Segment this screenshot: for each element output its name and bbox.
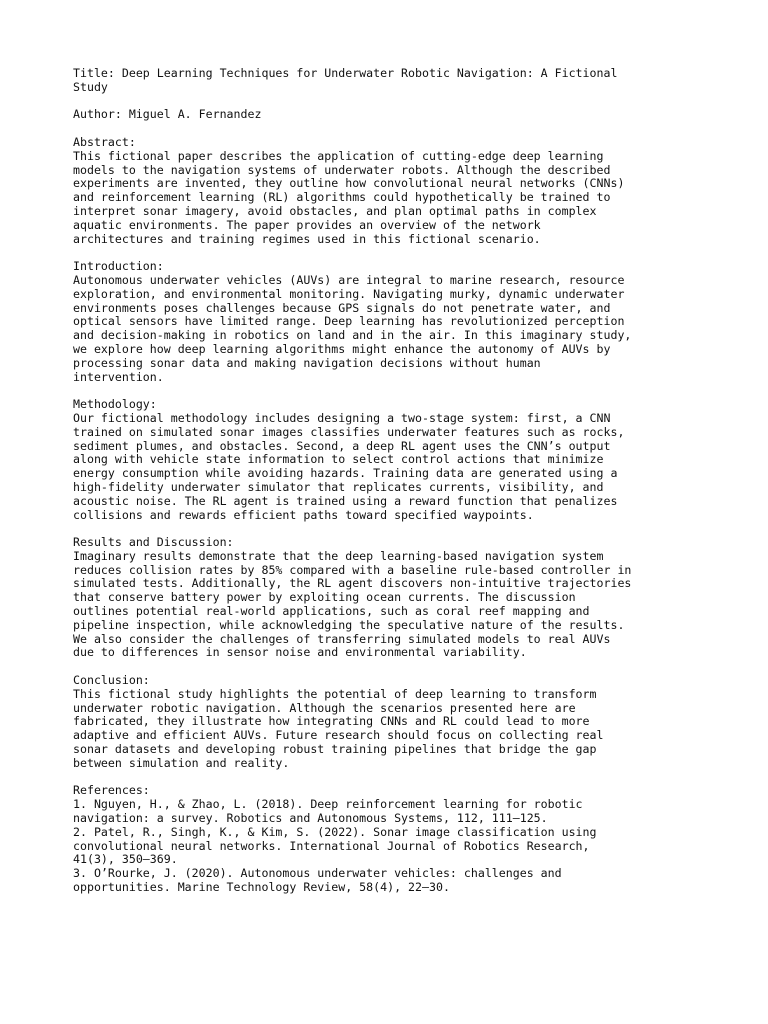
section-heading: Results and Discussion: [73, 535, 234, 550]
body-line: 41(3), 350–369. [73, 852, 178, 867]
body-line: experiments are invented, they outline how convolutional neural networks (CNNs) [73, 176, 625, 191]
body-line: navigation: a survey. Robotics and Autonomous Systems, 112, 111–125. [73, 811, 548, 826]
section-conclusion [73, 674, 703, 771]
section-heading: Methodology: [73, 397, 157, 412]
body-line: sediment plumes, and obstacles. Second, a deep RL agent uses the CNN’s output [73, 438, 611, 453]
title-line: Study [73, 79, 108, 94]
body-line: interpret sonar imagery, avoid obstacles, and plan optimal paths in complex [73, 203, 597, 218]
section-heading: Conclusion: [73, 673, 150, 688]
body-line: Imaginary results demonstrate that the deep learning-based navigation system [73, 548, 604, 563]
section-references [73, 784, 703, 894]
spacer [73, 246, 703, 260]
body-line: acoustic noise. The RL agent is trained using a reward function that penalizes [73, 493, 618, 508]
body-line: pipeline inspection, while acknowledging the speculative nature of the results. [73, 617, 625, 632]
section-heading: Introduction: [73, 259, 164, 274]
body-line: architectures and training regimes used in this fictional scenario. [73, 231, 541, 246]
body-line: optical sensors have limited range. Deep learning has revolutionized perception [73, 314, 625, 329]
body-line: models to the navigation systems of underwater robots. Although the described [73, 162, 611, 177]
body-line: fabricated, they illustrate how integrating CNNs and RL could lead to more [73, 714, 590, 729]
body-line: Autonomous underwater vehicles (AUVs) are integral to marine research, resource [73, 272, 625, 287]
body-line: aquatic environments. The paper provides an overview of the network [73, 217, 541, 232]
body-line: that conserve battery power by exploiting ocean currents. The discussion [73, 590, 576, 605]
section-methodology [73, 398, 703, 522]
title-block [73, 67, 703, 95]
body-line: This fictional study highlights the potential of deep learning to transform [73, 686, 597, 701]
body-line: underwater robotic navigation. Although the scenarios presented here are [73, 700, 576, 715]
body-line: environments poses challenges because GPS signals do not penetrate water, and [73, 300, 611, 315]
body-line: intervention. [73, 369, 164, 384]
body-line: 3. O’Rourke, J. (2020). Autonomous underwater vehicles: challenges and [73, 866, 562, 881]
spacer [73, 384, 703, 398]
body-line: This fictional paper describes the application of cutting-edge deep learning [73, 148, 604, 163]
section-abstract [73, 136, 703, 246]
section-heading: References: [73, 783, 150, 798]
author-line: Author: Miguel A. Fernandez [73, 107, 262, 122]
document-page [73, 67, 703, 895]
body-line: outlines potential real-world applications, such as coral reef mapping and [73, 604, 590, 619]
sections-container [73, 136, 703, 895]
body-line: we explore how deep learning algorithms might enhance the autonomy of AUVs by [73, 341, 611, 356]
body-line: trained on simulated sonar images classifies underwater features such as rocks, [73, 424, 625, 439]
body-line: 1. Nguyen, H., & Zhao, L. (2018). Deep reinforcement learning for robotic [73, 797, 583, 812]
title-line: Title: Deep Learning Techniques for Underwater Robotic Navigation: A Fictional [73, 66, 618, 80]
body-line: and decision-making in robotics on land and in the air. In this imaginary study, [73, 328, 632, 343]
body-line: Our fictional methodology includes designing a two-stage system: first, a CNN [73, 410, 611, 425]
body-line: exploration, and environmental monitoring. Navigating murky, dynamic underwater [73, 286, 625, 301]
body-line: high-fidelity underwater simulator that replicates currents, visibility, and [73, 479, 604, 494]
spacer [73, 771, 703, 785]
section-heading: Abstract: [73, 134, 136, 149]
body-line: adaptive and efficient AUVs. Future research should focus on collecting real [73, 728, 604, 743]
body-line: along with vehicle state information to select control actions that minimize [73, 452, 604, 467]
body-line: reduces collision rates by 85% compared with a baseline rule-based controller in [73, 562, 632, 577]
body-line: due to differences in sensor noise and environmental variability. [73, 645, 527, 660]
body-line: and reinforcement learning (RL) algorithms could hypothetically be trained to [73, 190, 611, 205]
body-line: between simulation and reality. [73, 755, 290, 770]
spacer [73, 122, 703, 136]
spacer [73, 95, 703, 109]
spacer [73, 522, 703, 536]
body-line: collisions and rewards efficient paths toward specified waypoints. [73, 507, 534, 522]
body-line: 2. Patel, R., Singh, K., & Kim, S. (2022). Sonar image classification using [73, 824, 597, 839]
spacer [73, 660, 703, 674]
body-line: simulated tests. Additionally, the RL agent discovers non-intuitive trajectories [73, 576, 632, 591]
section-introduction [73, 260, 703, 384]
body-line: convolutional neural networks. International Journal of Robotics Research, [73, 838, 590, 853]
body-line: processing sonar data and making navigation decisions without human [73, 355, 541, 370]
body-line: sonar datasets and developing robust training pipelines that bridge the gap [73, 742, 597, 757]
section-results-and-discussion [73, 536, 703, 660]
body-line: opportunities. Marine Technology Review, 58(4), 22–30. [73, 880, 450, 895]
body-line: We also consider the challenges of transferring simulated models to real AUVs [73, 631, 611, 646]
body-line: energy consumption while avoiding hazards. Training data are generated using a [73, 466, 618, 481]
